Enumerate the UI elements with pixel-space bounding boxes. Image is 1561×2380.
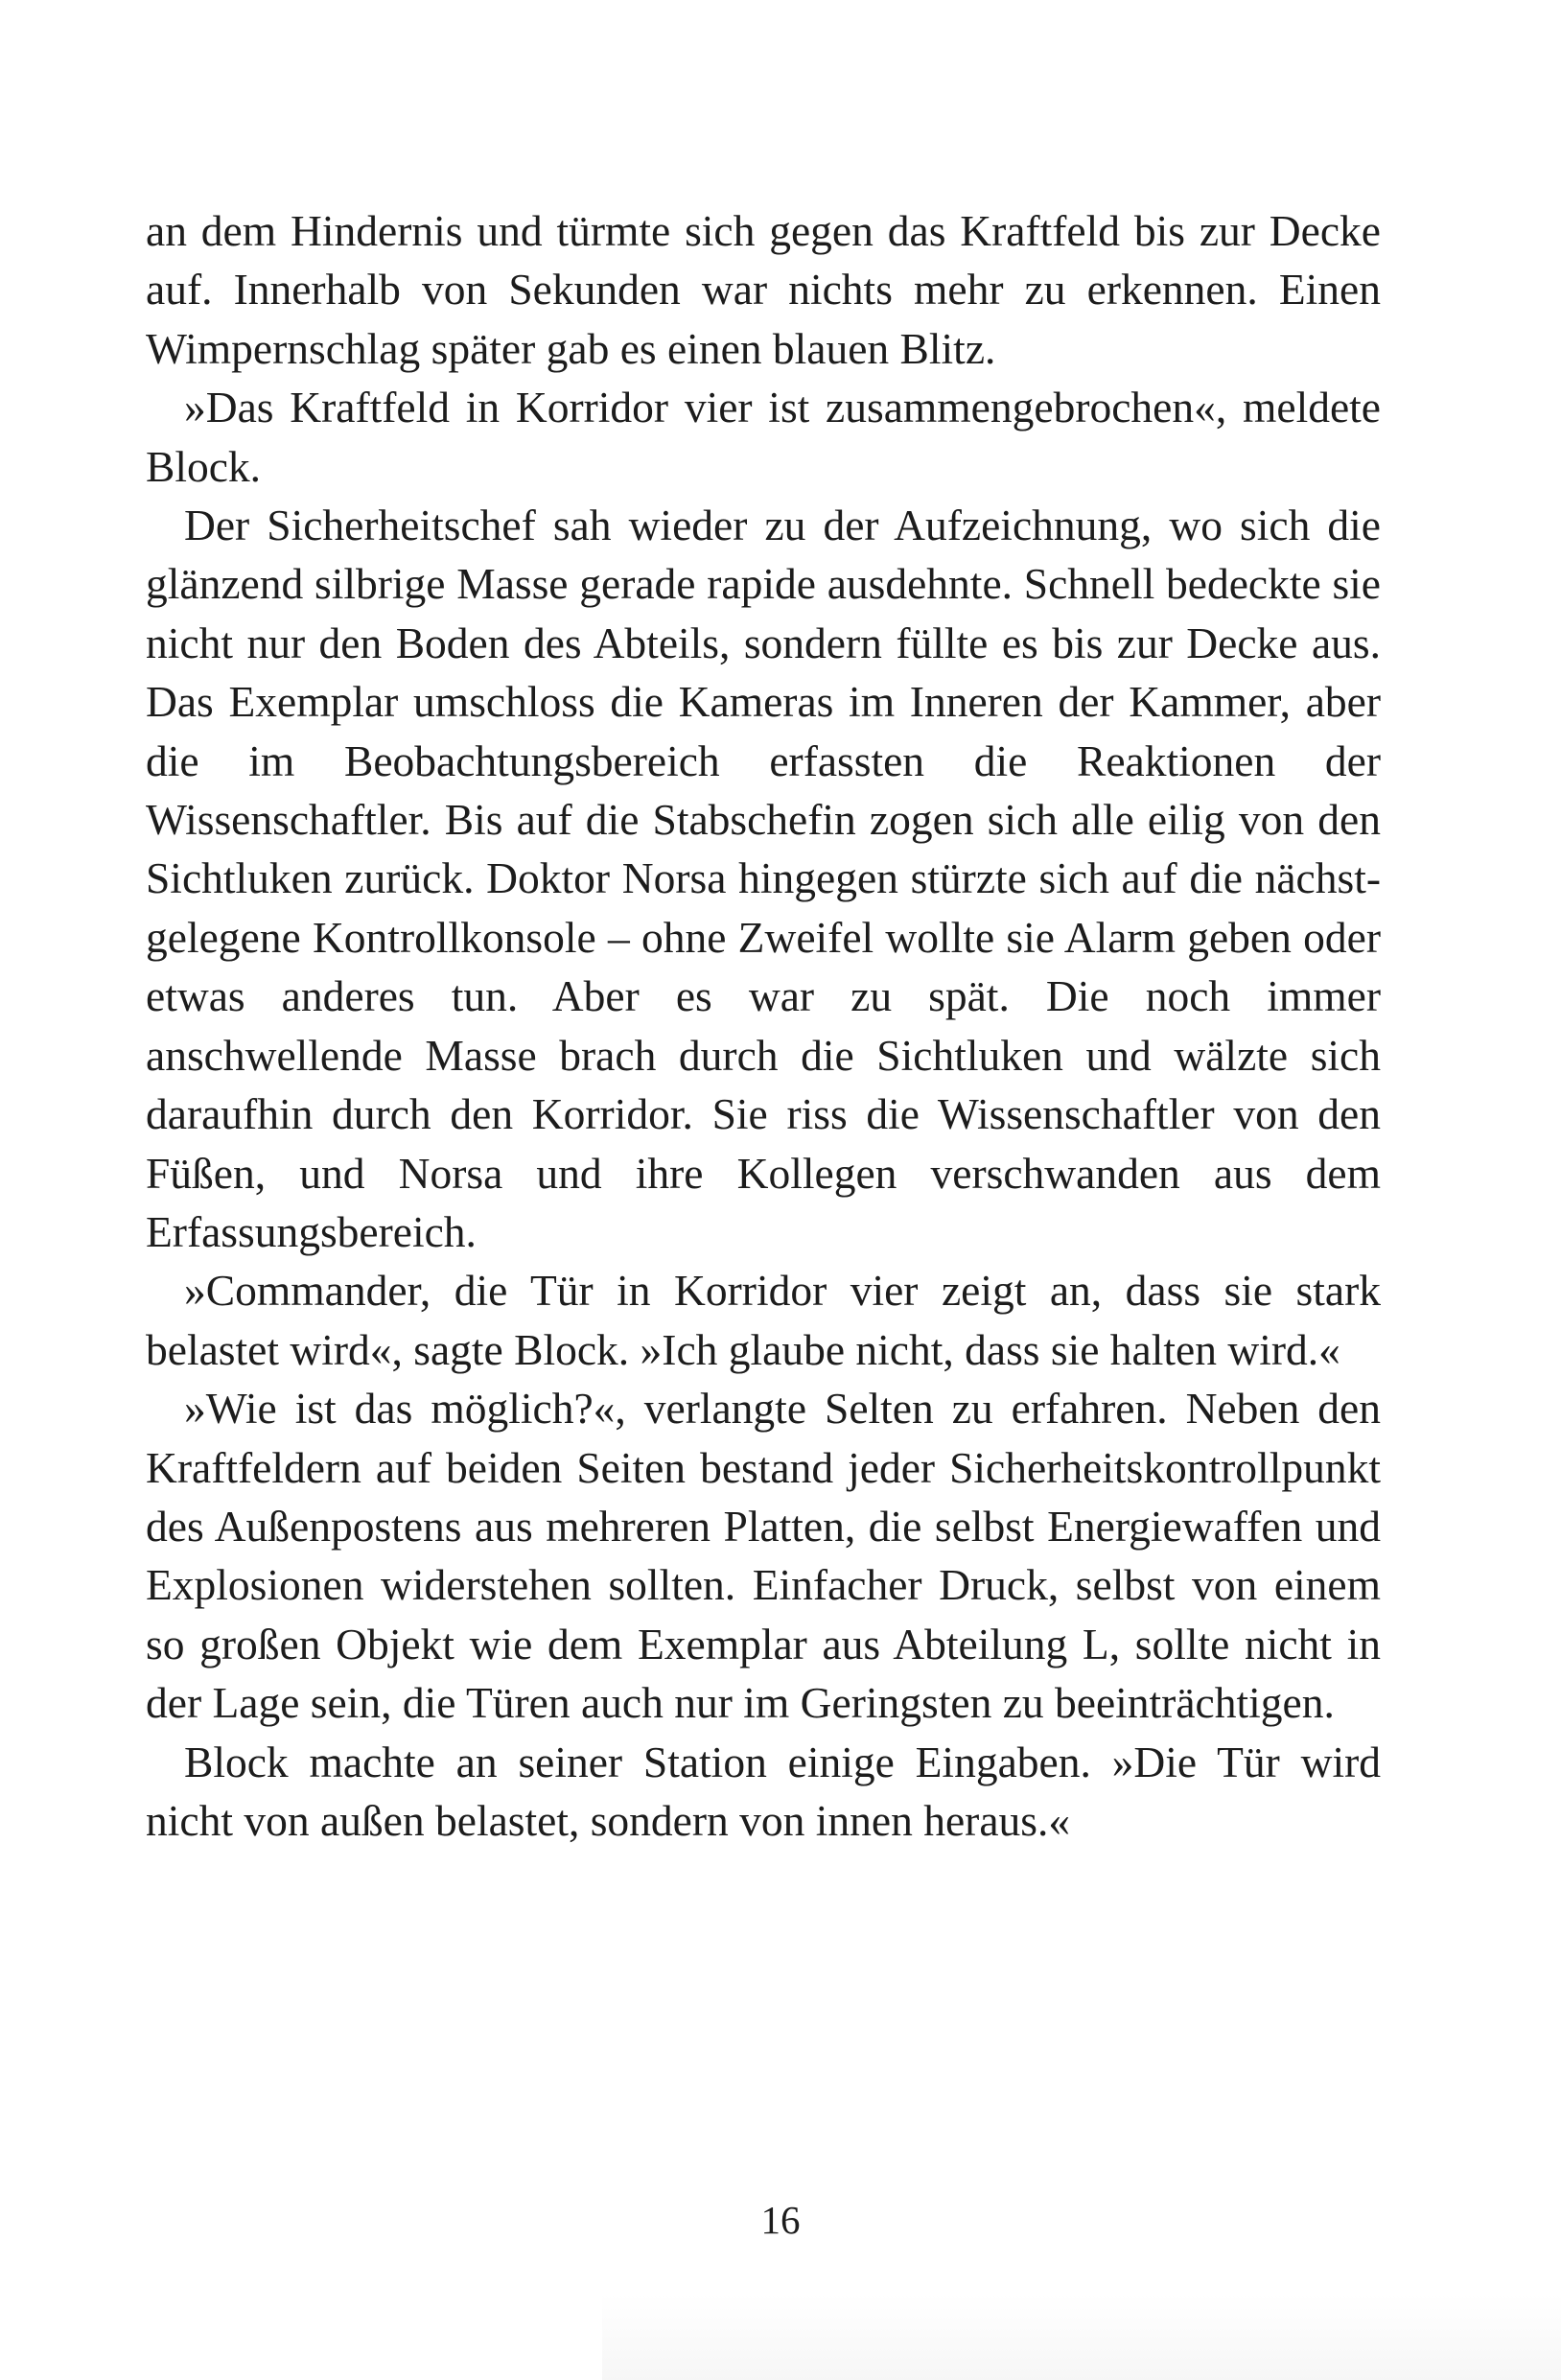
paragraph-3: Der Sicherheitschef sah wieder zu der Aufzeichnung, wo sich die glänzend silbrige Masse gerade rapide ausdehnte. Schnell bedeckte sie nicht nur den Boden des Abteils, sondern füllte es bis zur Decke aus. Das Exemplar umschloss die Kameras im Inneren der Kammer, aber die im Beobachtungsbereich erfassten die Reaktionen der Wissenschaftler. Bis auf die Stabschefin zogen sich alle eilig von den Sichtluken zurück. Doktor Norsa hingegen stürzte sich auf die nächstgelegene Kontrollkonsole – ohne Zweifel wollte sie Alarm geben oder etwas anderes tun. Aber es war zu spät. Die noch immer anschwellende Masse brach durch die Sichtluken und wälzte sich daraufhin durch den Korridor. Sie riss die Wissenschaftler von den Füßen, und Norsa und ihre Kollegen verschwanden aus dem Erfassungsbereich.: [146, 501, 1381, 1256]
page-edge-shadow: [602, 2294, 1561, 2380]
paragraph-1: an dem Hindernis und türmte sich gegen das Kraftfeld bis zur Decke auf. Innerhalb von Sekunden war nichts mehr zu erkennen. Einen Wimpernschlag später gab es einen blauen Blitz.: [146, 206, 1381, 373]
page-body: [146, 201, 1381, 1850]
paragraph-5: »Wie ist das möglich?«, verlangte Selten zu erfahren. Neben den Kraftfeldern auf beiden Seiten bestand jeder Sicherheitskontrollpunkt des Außenpostens aus mehreren Platten, die selbst Energiewaffen und Explosionen widerstehen sollten. Einfacher Druck, selbst von einem so großen Objekt wie dem Exemplar aus Abteilung L, sollte nicht in der Lage sein, die Türen auch nur im Geringsten zu beeinträchtigen.: [146, 1384, 1381, 1728]
paragraph-4: »Commander, die Tür in Korridor vier zeigt an, dass sie stark belastet wird«, sagte Block. »Ich glaube nicht, dass sie halten wird.«: [146, 1266, 1381, 1374]
paragraph-6: Block machte an seiner Station einige Eingaben. »Die Tür wird nicht von außen belastet, sondern von innen heraus.«: [146, 1737, 1381, 1845]
paragraph-2: »Das Kraftfeld in Korridor vier ist zusammengebrochen«, meldete Block.: [146, 383, 1381, 491]
page-number: 16: [760, 2198, 801, 2242]
